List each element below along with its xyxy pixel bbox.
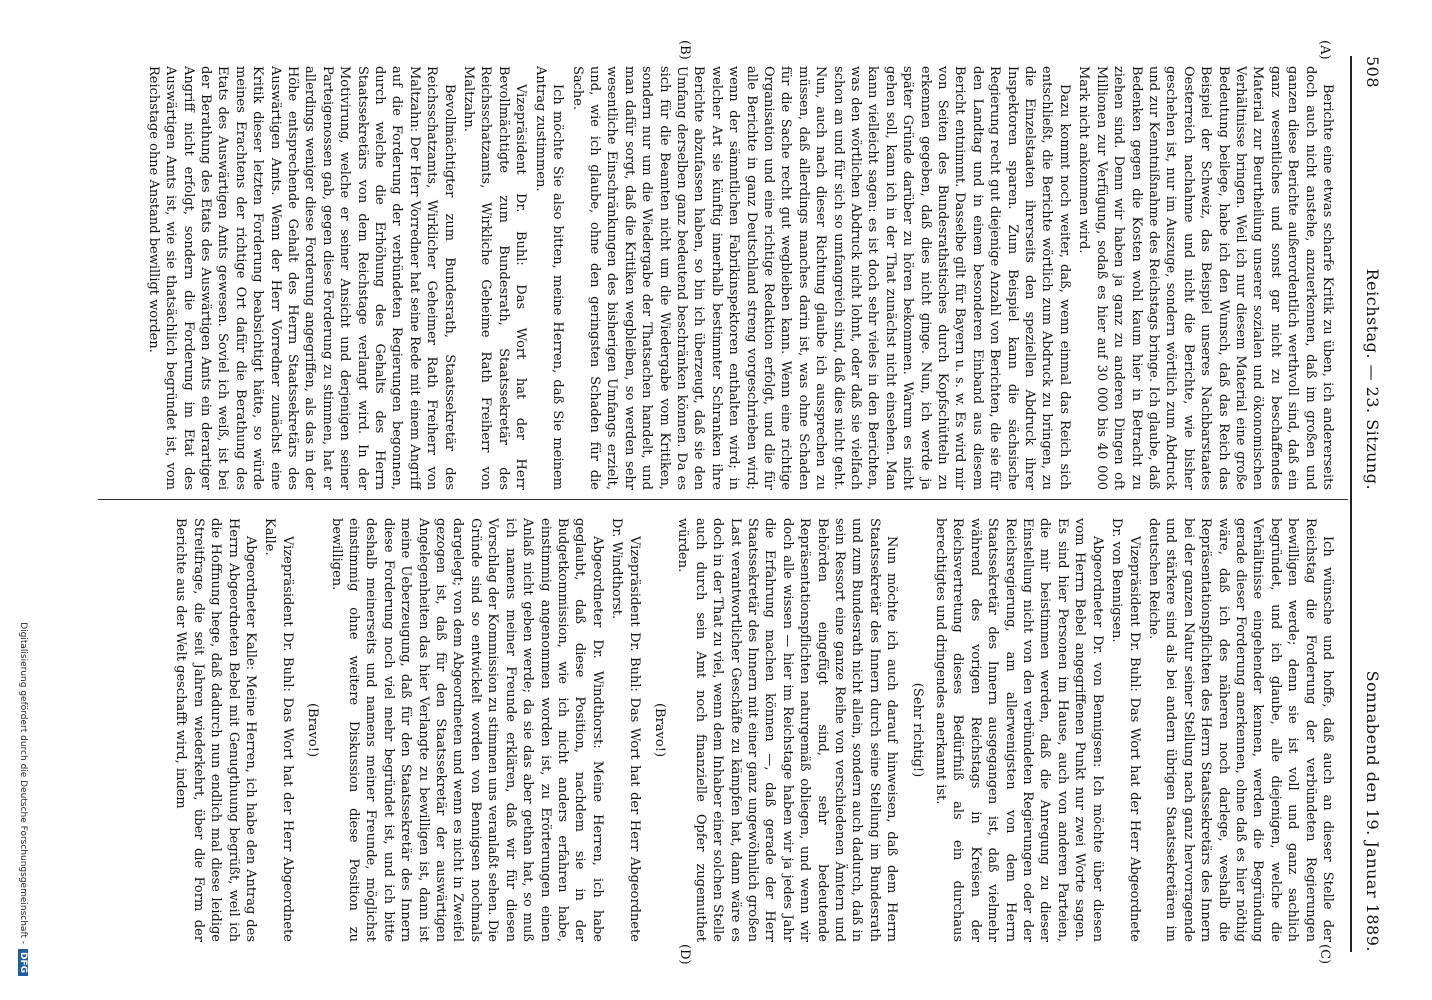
page-number: 508: [1363, 56, 1382, 89]
left-paragraph: Berichte eine etwas scharfe Kritik zu üben, ich andererseits doch auch nicht anstehe, anzuerkennen, daß im großen und ganzen diese Berichte außerordentlich werthvoll sind, daß ein ganz wesentliches und sonst gar nicht zu beschaffendes Material zur Beurtheilung unserer sozialen und ökonomischen Verhältnisse bringen. Weil ich nur diesem Material eine große Bedeutung beilege, habe ich den Wunsch, daß das Reich das Beispiel der Schweiz, das Beispiel unseres Nachbarstaates Oesterreich nachahme und nicht die Berichte, wie bisher geschehen ist, nur im Auszuge, sondern wörtlich zum Abdruck und zur Kenntnißnahme des Reichstags bringe. Ich glaube, daß Bedenken gegen die Kosten wohl kaum hier in Betracht zu ziehen sind. Denn wir haben ja ganz zu anderen Dingen oft Millionen zur Verfügung, sodaß es hier auf 30 000 bis 40 000 Mark nicht ankommen wird.: [1076, 66, 1335, 490]
interjection: (Bravo!): [651, 702, 667, 758]
column-divider: [98, 499, 1348, 500]
right-paragraph: Vizepräsident Dr. Buhl: Das Wort hat der Herr Abgeordnete Kalle.: [262, 518, 295, 942]
header-rule: [1350, 56, 1352, 952]
interjection: (Bravo!): [305, 702, 321, 758]
right-paragraph: Abgeordneter Dr. Windthorst: Meine Herren, ich habe geglaubt, daß diese Position, nachdem sie in der Budgetkommission, wie ich nicht anders erfahren habe, einstimmig angenommen worden ist, zu Erörterungen einen Anlaß nicht geben werde; da sie das aber gethan hat, so muß ich namens meiner Freunde erklären, daß wir für diesen Vorschlag der Kommission zu stimmen uns veranlaßt sehen. Die Gründe sind so entwickelt worden von Bennigsen nochmals dargelegt; von dem Abgeordneten und wenn es nicht in Zweifel gezogen ist, daß für den Staatssekretär der auswärtigen Angelegenheiten das hier Verlangte zu bewilligen ist, dann ist meine Ueberzeugung, daß für den Staatssekretär des Innern diese Forderung noch viel mehr begründet ist, und ich bitte deshalb meinerseits und namens meiner Freunde, möglichst einstimmig ohne weitere Diskussion diese Position zu bewilligen.: [328, 518, 605, 942]
right-paragraph: Abgeordneter Kalle: Meine Herren, ich habe den Antrag des Herrn Abgeordneten Bebel mit Genugthuung begrüßt, weil ich die Hoffnung hege, daß dadurch nun endlich mal diese leidige Streitfrage, die seit Jahren wiederkehrt, über die Form der Berichte aus der Welt geschafft wird, indem: [173, 518, 259, 942]
footer-text: Digitalisierung gefördert durch die Deutsche Forschungsgemeinschaft -: [18, 622, 28, 945]
session-title: Reichstag. — 23. Sitzung.: [1363, 268, 1382, 491]
right-paragraph: Vizepräsident Dr. Buhl: Das Wort hat der Herr Abgeordnete Dr. von Bennigsen.: [1109, 518, 1142, 942]
right-paragraph: Vizepräsident Dr. Buhl: Das Wort hat der Herr Abgeordnete Dr. Windthorst.: [609, 518, 642, 942]
page-header: [1354, 56, 1382, 952]
right-column: [86, 518, 1336, 942]
right-paragraph: Nun möchte ich auch darauf hinweisen, daß dem Herrn Staatssekretär des Innern durch seine Stellung im Bundesrath und zum Bundesrath nicht allein, sondern auch dadurch, daß in sein Ressort eine ganze Reihe von verschiedenen Ämtern und Behörden eingefügt sind, sehr bedeutende Repräsentationspflichten naturgemäß obliegen, und wenn wir doch alle wissen — hier im Reichstage haben wir ja jedes Jahr die Erfahrung machen können —, daß gerade der Herr Staatssekretär des Innern mit einer ganz ungewöhnlich großen Last verantwortlicher Geschäfte zu kämpfen hat, dann wäre es doch in der That zu viel, wenn dem Inhaber einer solchen Stelle auch durch sein Amt noch finanzielle Opfer zugemuthet würden.: [675, 518, 900, 942]
left-paragraph: Dazu kommt noch weiter, daß, wenn einmal das Reich sich entschließt, die Berichte wörtlich zum Abdruck zu bringen, zu die Einzelstaaten ihrerseits den speziellen Abdruck ihrer Inspektoren sparen. Zum Beispiel kann die sächsische Regierung recht gut diejenige Anzahl von Berichten, die sie für den Landtag und in einem besonderen Einband aus diesem Bericht entnimmt. Dasselbe gilt für Bayern u. s. w. Es wird mir von Seiten des Bundesrathstisches durch Kopfschütteln zu erkennen gegeben, daß dies nicht ginge. Nun, ich werde ja später Gründe darüber zu hören bekommen. Warum es nicht gehen soll, kann ich in der That zunächst nicht einsehen. Man kann vielleicht sagen: es ist doch sehr vieles in den Berichten, was den wörtlichen Abdruck nicht lohnt, oder daß sie vielfach schon an und für sich so umfangreich sind, daß dies nicht geht. Nun, auch nach dieser Richtung glaube ich aussprechen zu müssen, daß allerdings manches darin ist, was ohne Schaden für die Sache recht gut wegbleiben kann. Wenn eine richtige Organisation und eine richtige Redaktion erfolgt, und die für alle Berichte in ganz Deutschland streng vorgeschrieben wird; wenn der sämmtlichen Fabrikinspektoren enthalten wird; in welcher Art sie künftig innerhalb bestimmter Schranken ihre Berichte abzufassen haben, so bin ich überzeugt, daß sie den Umfang derselben ganz bedeutend beschränken können. Da es sich für die Beamten nicht um die Wiedergabe vom Kritiken, sondern nur um die Wiedergabe der Thatsachen handelt, und man dafür sorgt, daß die Kritiken wegbleiben, so werden sehr wesentliche Einschränkungen des bisherigen Umfangs erzielt, und, wie ich glaube, ohne den geringsten Schaden für die Sache.: [569, 66, 1072, 490]
left-paragraph: Vizepräsident Dr. Buhl: Das Wort hat der Herr Bevollmächtigte zum Bundesrath, Staatssekretär des Reichsschatzamts, Wirkliche Geheime Rath Freiherr von Maltzahn.: [461, 66, 529, 490]
left-paragraph: Bevollmächtigter zum Bundesrath, Staatssekretär des Reichsschatzamts, Wirklicher Geheimer Rath Freiherr von Maltzahn: Der Herr Vorredner hat seine Rede mit einem Angriff auf die Forderung der verbündeten Regierungen begonnen, durch welche die Erhöhung des Gehalts des Herrn Staatssekretärs von dem Reichstage verlangt wird. In der Motivirung, welche er seiner Ansicht und derjenigen seiner Parteigenossen gab, gegen diese Forderung zu stimmen, hat er allerdings weniger diese Forderung angegriffen, als das in der Höhe entsprechende Gehalt des Herrn Staatssekretärs des Auswärtigen Amts. Wenn der Herr Vorredner zunächst eine Kritik dieser letzten Forderung beabsichtigt hätte, so würde meines Erachtens der richtige Ort dafür die Berathung des Etats des Auswärtigen Amts gewesen. Soviel ich weiß, ist bei der Berathung des Etats des Auswärtigen Amts ein derartiger Angriff nicht erfolgt, sondern die Forderung im Etat des Auswärtigen Amts ist, wie sie thatsächlich begründet ist, vom Reichstage ohne Anstand bewilligt worden.: [145, 66, 457, 490]
margin-marker-b: (B): [677, 40, 692, 60]
left-paragraph: Ich möchte Sie also bitten, meine Herren, daß Sie meinem Antrag zustimmen.: [532, 66, 566, 490]
interjection: (Sehr richtig!): [909, 682, 925, 778]
margin-marker-d: (D): [677, 944, 692, 965]
digitization-footer: [18, 40, 28, 976]
session-date: Sonnabend den 19. Januar 1889.: [1363, 670, 1382, 952]
left-column: [86, 66, 1336, 490]
dfg-badge: DFG: [18, 949, 28, 976]
right-paragraph: Ich wünsche und hoffe, daß auch an dieser Stelle der Reichstag die Forderung der verbündeten Regierungen bewilligen werde; denn sie ist voll und ganz sachlich begründet, und ich glaube, alle diejenigen, welche die Verhältnisse eingehender kennen, werden die Begründung gerade dieser Forderung anerkennen, ohne daß es hier nöthig wäre, daß ich des näheren noch darlege, weshalb die Repräsentationspflichten des Herrn Staatssekretärs des Innern bei der ganzen Natur seiner Stellung nach ganz hervorragende und stärkere sind als bei andern übrigen Staatssekretären im deutschen Reiche.: [1145, 518, 1335, 942]
right-paragraph: Abgeordneter Dr. von Bennigsen: Ich möchte über diesen vom Herrn Bebel angegriffenen Punkt nur zwei Worte sagen. Es sind hier Personen im Hause, auch von anderen Parteien, die mir beistimmen werden, daß die Anregung zu dieser Einstellung nicht von den verbündeten Regierungen oder der Reichsregierung, am allerwenigsten von dem Herrn Staatssekretär des Innern ausgegangen ist, daß vielmehr während des vorigen Reichstags in Kreisen der Reichsvertretung dieses Bedürfniß als ein durchaus berechtigtes und dringendes anerkannt ist.: [933, 518, 1105, 942]
margin-marker-c: (C): [1317, 944, 1332, 965]
margin-marker-a: (A): [1317, 40, 1332, 60]
